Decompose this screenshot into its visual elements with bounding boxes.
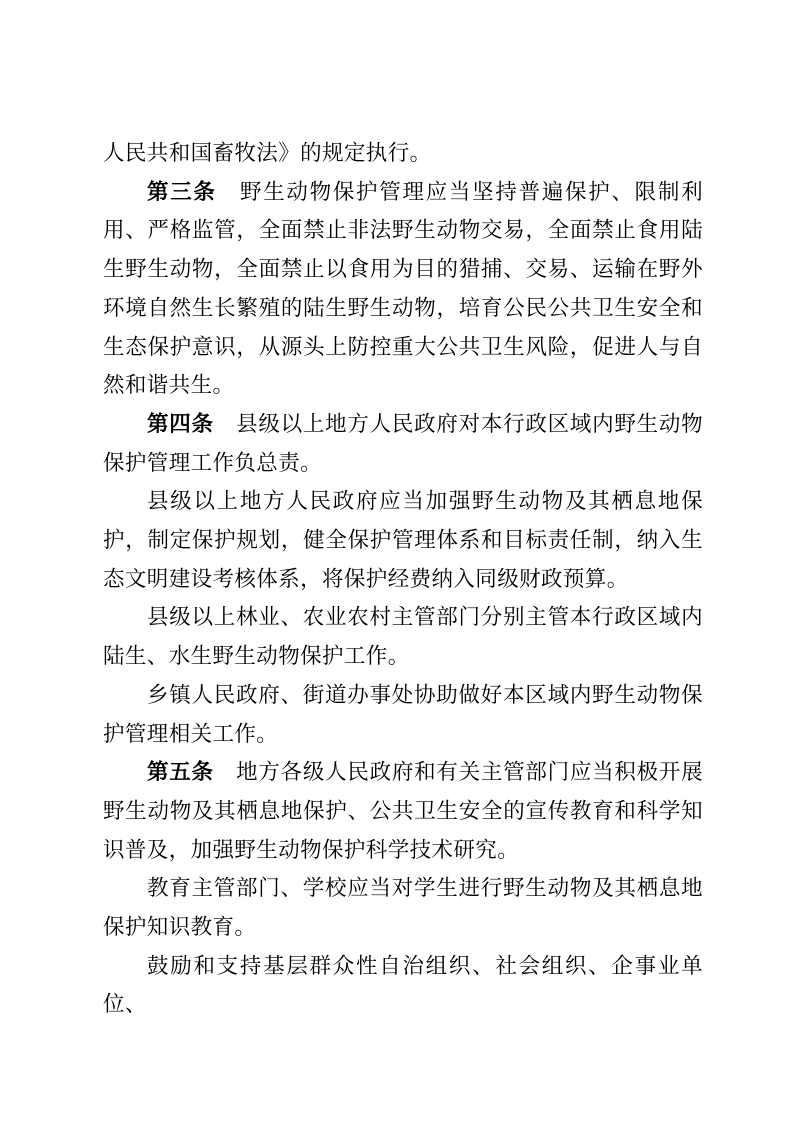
paragraph-text: 鼓励和支持基层群众性自治组织、社会组织、企事业单位、 <box>103 953 703 1018</box>
article-5-clause-2 <box>103 870 703 947</box>
article-4-paragraph <box>103 406 703 483</box>
document-body <box>103 135 703 1025</box>
article-3-paragraph <box>103 174 703 406</box>
article-5-paragraph <box>103 754 703 870</box>
paragraph-text: 县级以上地方人民政府应当加强野生动物及其栖息地保护，制定保护规划，健全保护管理体系和目标责任制，纳入生态文明建设考核体系，将保护经费纳入同级财政预算。 <box>103 489 703 592</box>
article-5-clause-3 <box>103 948 703 1025</box>
article-4-text: 县级以上地方人民政府对本行政区域内野生动物保护管理工作负总责。 <box>103 411 703 476</box>
paragraph-text: 教育主管部门、学校应当对学生进行野生动物及其栖息地保护知识教育。 <box>103 876 703 941</box>
article-4-clause-4 <box>103 677 703 754</box>
article-5-label: 第五条 <box>147 760 214 786</box>
article-3-label: 第三条 <box>147 179 217 205</box>
paragraph-text: 人民共和国畜牧法》的规定执行。 <box>103 141 432 166</box>
article-5-text: 地方各级人民政府和有关主管部门应当积极开展野生动物及其栖息地保护、公共卫生安全的宣传教育和科学知识普及，加强野生动物保护科学技术研究。 <box>103 760 703 863</box>
article-4-clause-2 <box>103 483 703 599</box>
article-4-clause-3 <box>103 599 703 676</box>
paragraph-text: 乡镇人民政府、街道办事处协助做好本区域内野生动物保护管理相关工作。 <box>103 682 703 747</box>
article-3-text: 野生动物保护管理应当坚持普遍保护、限制利用、严格监管，全面禁止非法野生动物交易，全面禁止食用陆生野生动物，全面禁止以食用为目的猎捕、交易、运输在野外环境自然生长繁殖的陆生野生动物，培育公民公共卫生安全和生态保护意识，从源头上防控重大公共卫生风险，促进人与自然和谐共生。 <box>103 179 703 399</box>
paragraph-text: 县级以上林业、农业农村主管部门分别主管本行政区域内陆生、水生野生动物保护工作。 <box>103 605 703 670</box>
paragraph-continuation <box>103 135 703 174</box>
article-4-label: 第四条 <box>147 411 214 437</box>
